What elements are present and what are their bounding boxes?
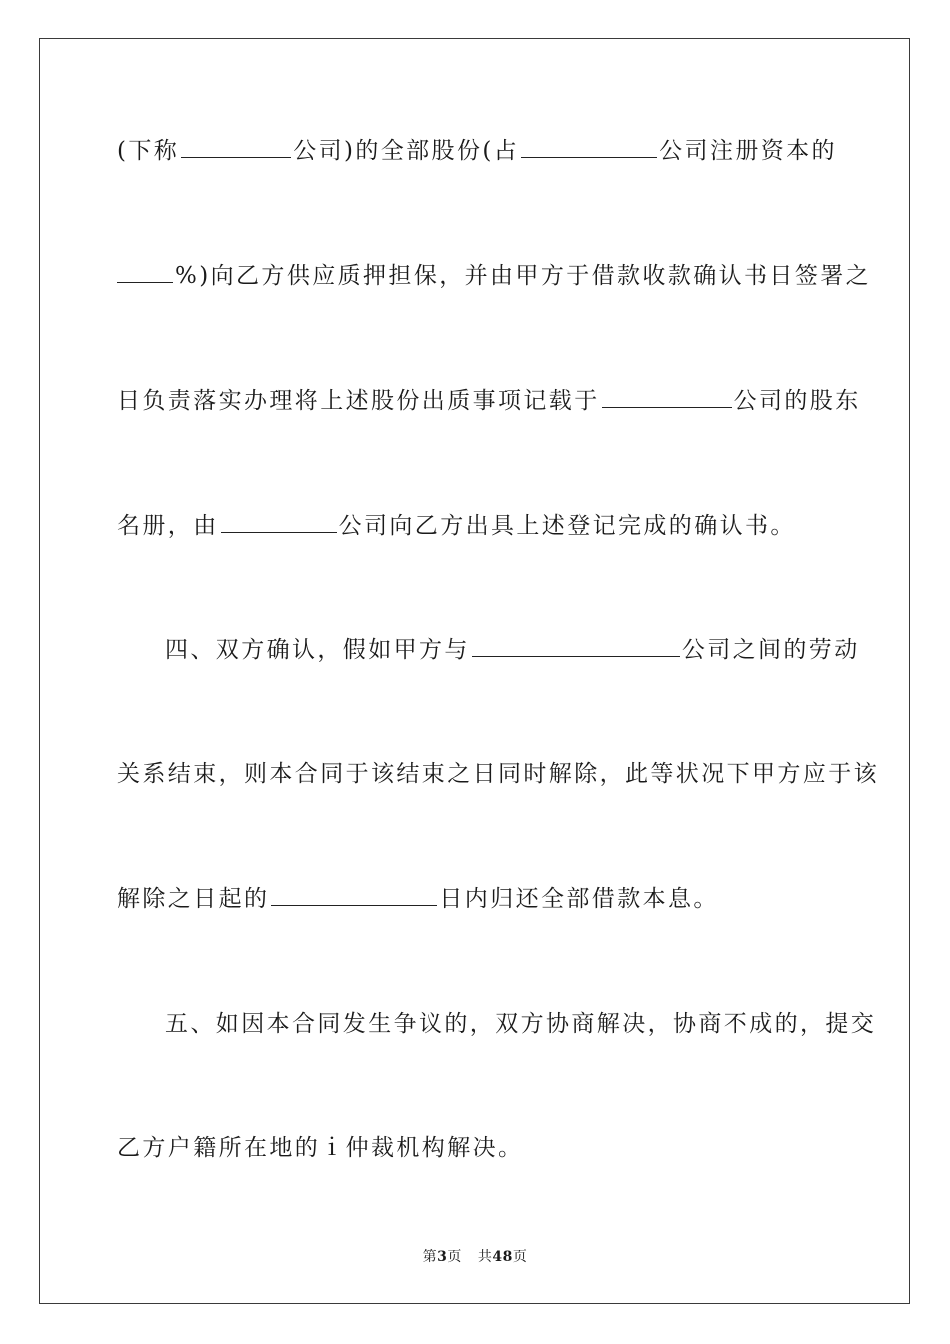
text-segment: 日内归还全部借款本息。 xyxy=(439,886,719,912)
paragraph-line xyxy=(165,634,860,665)
total-suffix: 页 xyxy=(512,1249,528,1265)
blank-field xyxy=(221,510,337,533)
page-suffix: 页 xyxy=(447,1249,462,1265)
blank-field xyxy=(271,883,437,906)
text-segment: 公司注册资本的 xyxy=(659,138,837,164)
paragraph-line xyxy=(117,385,861,416)
text-segment: 公司向乙方出具上述登记完成的确认书。 xyxy=(338,513,796,539)
text-segment: 五、如因本合同发生争议的，双方协商解决，协商不成的，提交 xyxy=(165,1011,877,1037)
text-segment: 公司的股东 xyxy=(733,388,861,414)
text-segment: 公司)的全部股份(占 xyxy=(293,138,520,164)
page-border xyxy=(39,38,910,1304)
text-segment: 日负责落实办理将上述股份出质事项记载于 xyxy=(117,388,600,414)
text-segment: 乙方户籍所在地的ｉ仲裁机构解决。 xyxy=(117,1135,524,1161)
blank-field xyxy=(117,260,173,283)
paragraph-line xyxy=(117,510,833,541)
paragraph-line xyxy=(117,883,833,914)
paragraph-line xyxy=(117,260,872,291)
blank-field xyxy=(602,385,732,408)
text-segment: 名册，由 xyxy=(117,513,219,539)
text-segment: 解除之日起的 xyxy=(117,886,270,912)
total-prefix: 共 xyxy=(477,1249,493,1265)
text-segment: 关系结束，则本合同于该结束之日同时解除，此等状况下甲方应于该 xyxy=(117,761,879,787)
blank-field xyxy=(181,135,291,158)
paragraph-line xyxy=(117,135,837,166)
text-segment: %)向乙方供应质押担保，并由甲方于借款收款确认书日签署之 xyxy=(175,263,872,289)
text-segment: 四、双方确认，假如甲方与 xyxy=(165,637,470,663)
paragraph-line xyxy=(117,759,879,789)
page-footer xyxy=(0,1246,950,1266)
total-pages: 48 xyxy=(492,1249,513,1265)
blank-field xyxy=(521,135,657,158)
paragraph-line xyxy=(117,1133,833,1163)
blank-field xyxy=(472,634,680,657)
text-segment: (下称 xyxy=(117,138,180,164)
paragraph-line xyxy=(165,1009,877,1039)
text-segment: 公司之间的劳动 xyxy=(681,637,860,663)
page-prefix: 第 xyxy=(422,1249,438,1265)
page-number: 3 xyxy=(437,1249,448,1265)
